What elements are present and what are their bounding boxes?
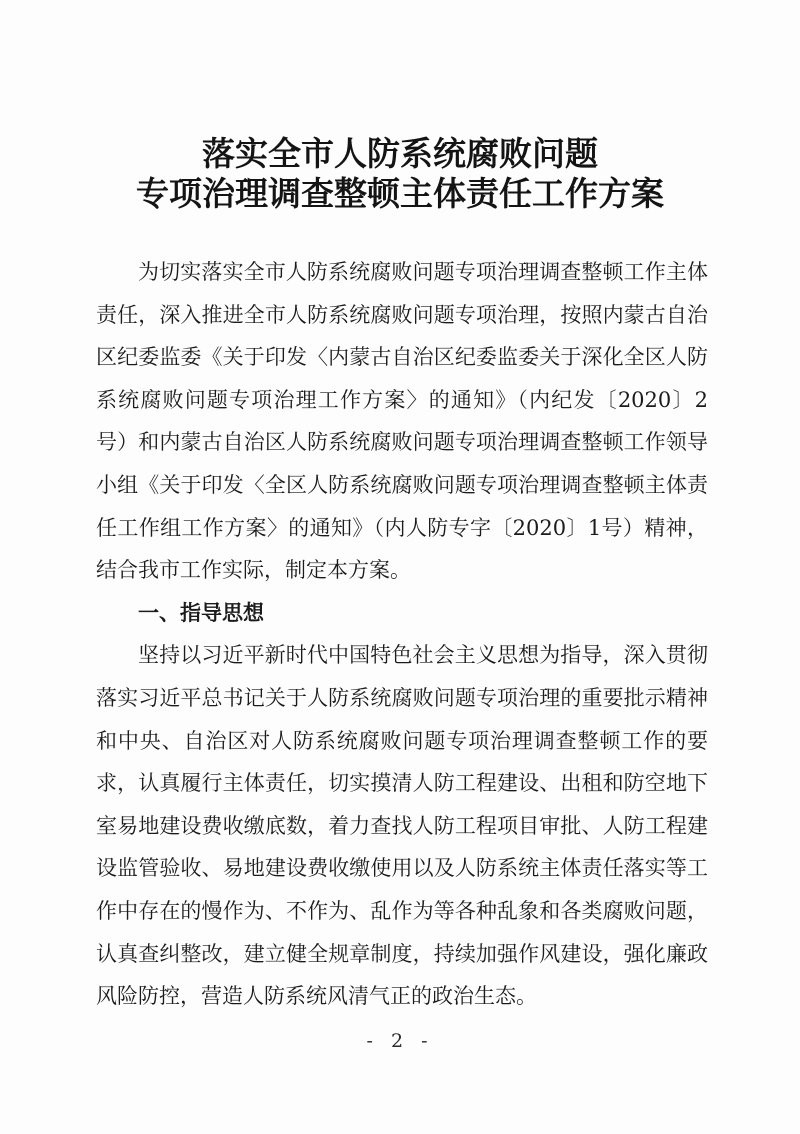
document-body <box>96 251 708 1018</box>
document-title-line-1: 落实全市人防系统腐败问题 <box>202 134 598 173</box>
section-paragraph-guiding-ideology: 坚持以习近平新时代中国特色社会主义思想为指导，深入贯彻落实习近平总书记关于人防系统腐败问题专项治理的重要批示精神和中央、自治区对人防系统腐败问题专项治理调查整顿工作的要求，认真履行主体责任，切实摸清人防工程建设、出租和防空地下室易地建设费收缴底数，着力查找人防工程项目审批、人防工程建设监管验收、易地建设费收缴使用以及人防系统主体责任落实等工作中存在的慢作为、不作为、乱作为等各种乱象和各类腐败问题，认真查纠整改，建立健全规章制度，持续加强作风建设，强化廉政风险防控，营造人防系统风清气正的政治生态。 <box>96 643 708 1009</box>
intro-paragraph: 为切实落实全市人防系统腐败问题专项治理调查整顿工作主体责任，深入推进全市人防系统腐败问题专项治理，按照内蒙古自治区纪委监委《关于印发〈内蒙古自治区纪委监委关于深化全区人防系统腐败问题专项治理工作方案〉的通知》（内纪发〔2020〕2号）和内蒙古自治区人防系统腐败问题专项治理调查整顿工作领导小组《关于印发〈全区人防系统腐败问题专项治理调查整顿主体责任工作组工作方案〉的通知》（内人防专字〔2020〕1号）精神，结合我市工作实际，制定本方案。 <box>96 260 708 583</box>
document-title-line-2: 专项治理调查整顿主体责任工作方案 <box>136 174 664 213</box>
section-heading-guiding-ideology: 一、指导思想 <box>138 600 264 625</box>
page-number: - 2 - <box>366 1030 434 1052</box>
